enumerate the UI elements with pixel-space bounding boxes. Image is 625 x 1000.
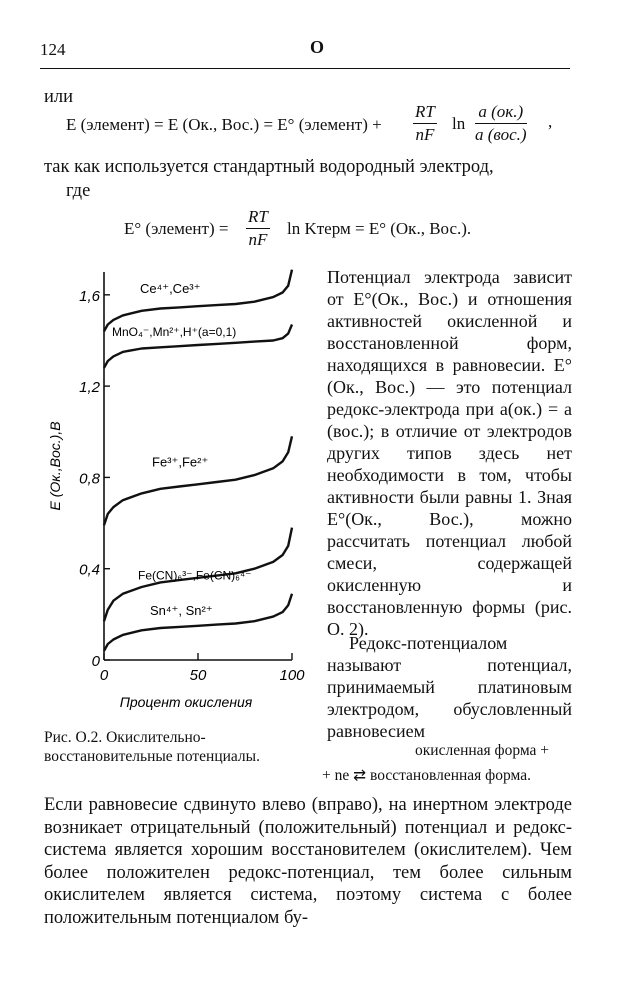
series-label-4: Fe(CN)₆³⁻,Fe(CN)₆⁴⁻ [138,568,252,583]
eq2-left: E° (элемент) = [124,219,229,238]
right-paragraph-2: Редокс-потенциалом называют потенциал, принимаемый платиновым электродом, обусловленный равновесием [327,633,572,741]
y-tick-label: 1,2 [79,379,100,397]
header-rule [40,68,570,69]
y-tick-label: 1,6 [79,287,100,305]
x-tick-label: 0 [99,667,109,684]
text-gde: где [66,181,91,201]
right-paragraph-1: Потенциал электрода зависит от E°(Ок., Вос.) и отношения активностей окисленной и восстановленной форм, находящихся в равновесии. E°(Ок., Вос.) — это потенциал редокс-электрода при a(ок.) = a (вос.); в отличие от электродов других типов здесь нет необходимости в том, чтобы активности были равны 1. Зная E°(Ок., Вос.), можно рассчитать потенциал любой смеси, содержащей окисленную и восстановленную формы (рис. О. 2). [327,267,572,639]
series-label-3: Fe³⁺,Fe²⁺ [152,454,209,470]
running-head: О [310,37,325,57]
equilibrium-line-2: + ne ⇄ восстановленная форма. [322,767,531,784]
figure-caption: Рис. О.2. Окислительно-восстановительные потенциалы. [44,729,260,765]
text-standard-electrode: так как используется стандартный водородный электрод, [44,157,494,177]
eq1-frac2-den: a (вос.) [475,125,527,144]
y-tick-label: 0 [91,653,100,670]
series-label-2: MnO₄⁻,Mn²⁺,H⁺(a=0,1) [112,325,237,340]
text-ili: или [44,87,74,107]
eq1-frac-den: nF [415,125,435,144]
eq2-right: ln Kтерм = E° (Ок., Вос.). [287,219,472,238]
eq2-frac [246,207,270,250]
eq1-frac-activity [475,102,527,145]
page-number: 124 [40,40,66,59]
series-line-1 [104,270,292,332]
eq1-left: E (элемент) = E (Ок., Вос.) = E° (элемент) + [66,115,382,134]
chart-labels [112,281,252,618]
x-tick-label: 100 [279,667,305,684]
eq1-frac-num: RT [413,102,437,124]
series-label-5: Sn⁴⁺, Sn²⁺ [150,602,213,618]
eq1-frac-rtnf [413,102,437,145]
x-axis-label: Процент окисления [119,694,253,710]
y-tick-label: 0,8 [79,470,100,488]
eq2-frac-den: nF [248,230,268,249]
y-tick-label: 0,4 [79,561,100,579]
y-axis-label: E (Ок.,Вос.),В [47,421,63,511]
bottom-paragraph: Если равновесие сдвинуто влево (вправо), на инертном электроде возникает отрицательный (положительный) потенциал и редокс-система является хорошим восстановителем (окислителем). Чем более положителен редокс-потенциал, тем более сильным окислителем является система, поэтому система с более положительным потенциалом бу- [44,795,572,928]
x-tick-label: 50 [189,667,207,684]
equilibrium-line-1: окисленная форма + [415,742,550,759]
eq1-tail: , [548,112,553,131]
series-label-1: Ce⁴⁺,Ce³⁺ [140,280,201,296]
eq1-frac2-num: a (ок.) [475,102,527,124]
series-line-3 [104,436,292,525]
eq1-ln: ln [452,114,466,133]
redox-potential-chart [40,262,322,722]
eq2-frac-num: RT [246,207,270,229]
